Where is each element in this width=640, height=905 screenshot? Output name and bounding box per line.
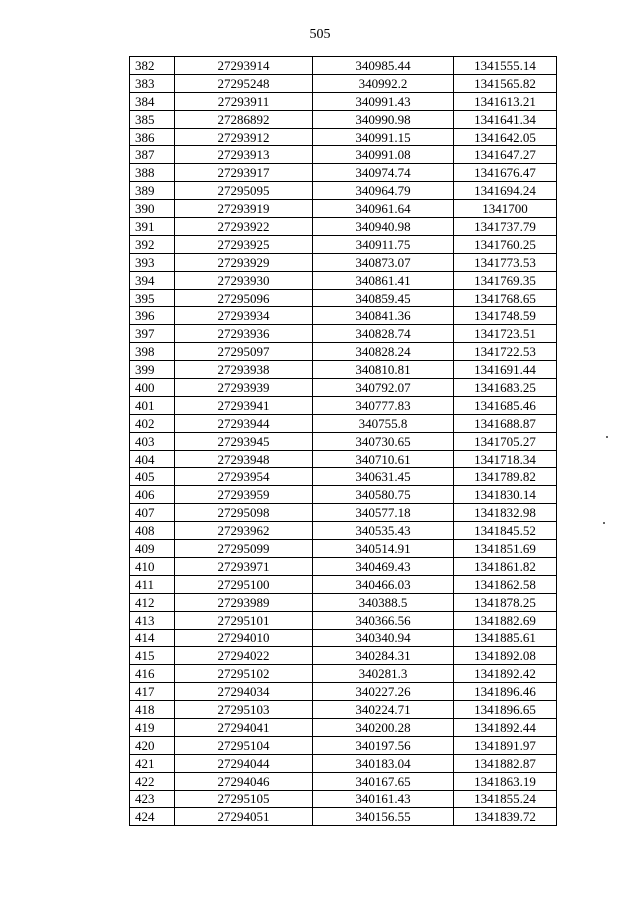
- y-coordinate-cell: 1341642.05: [454, 128, 557, 146]
- table-row: [130, 647, 557, 665]
- y-coordinate-cell: 1341691.44: [454, 361, 557, 379]
- x-coordinate-cell: 340466.03: [313, 575, 454, 593]
- x-coordinate-cell: 340828.24: [313, 343, 454, 361]
- y-coordinate-cell: 1341892.42: [454, 665, 557, 683]
- y-coordinate-cell: 1341613.21: [454, 92, 557, 110]
- x-coordinate-cell: 340156.55: [313, 808, 454, 826]
- x-coordinate-cell: 340777.83: [313, 396, 454, 414]
- y-coordinate-cell: 1341885.61: [454, 629, 557, 647]
- row-number-cell: 384: [130, 92, 175, 110]
- y-coordinate-cell: 1341839.72: [454, 808, 557, 826]
- row-number-cell: 408: [130, 522, 175, 540]
- row-number-cell: 383: [130, 74, 175, 92]
- point-id-cell: 27295103: [175, 701, 313, 719]
- table-row: [130, 754, 557, 772]
- y-coordinate-cell: 1341748.59: [454, 307, 557, 325]
- point-id-cell: 27295099: [175, 540, 313, 558]
- y-coordinate-cell: 1341892.44: [454, 718, 557, 736]
- point-id-cell: 27295101: [175, 611, 313, 629]
- point-id-cell: 27293938: [175, 361, 313, 379]
- point-id-cell: 27295095: [175, 182, 313, 200]
- point-id-cell: 27293913: [175, 146, 313, 164]
- x-coordinate-cell: 340990.98: [313, 110, 454, 128]
- y-coordinate-cell: 1341845.52: [454, 522, 557, 540]
- table-row: [130, 361, 557, 379]
- table-row: [130, 146, 557, 164]
- y-coordinate-cell: 1341851.69: [454, 540, 557, 558]
- row-number-cell: 398: [130, 343, 175, 361]
- x-coordinate-cell: 340281.3: [313, 665, 454, 683]
- row-number-cell: 424: [130, 808, 175, 826]
- point-id-cell: 27294051: [175, 808, 313, 826]
- y-coordinate-cell: 1341683.25: [454, 379, 557, 397]
- row-number-cell: 417: [130, 683, 175, 701]
- point-id-cell: 27293917: [175, 164, 313, 182]
- row-number-cell: 392: [130, 235, 175, 253]
- x-coordinate-cell: 340730.65: [313, 432, 454, 450]
- y-coordinate-cell: 1341555.14: [454, 57, 557, 75]
- table-row: [130, 200, 557, 218]
- row-number-cell: 406: [130, 486, 175, 504]
- table-row: [130, 325, 557, 343]
- table-row: [130, 396, 557, 414]
- row-number-cell: 402: [130, 414, 175, 432]
- row-number-cell: 385: [130, 110, 175, 128]
- y-coordinate-cell: 1341737.79: [454, 218, 557, 236]
- table-row: [130, 468, 557, 486]
- page-number: 505: [309, 27, 331, 42]
- point-id-cell: 27295248: [175, 74, 313, 92]
- x-coordinate-cell: 340577.18: [313, 504, 454, 522]
- row-number-cell: 386: [130, 128, 175, 146]
- x-coordinate-cell: 340224.71: [313, 701, 454, 719]
- table-row: [130, 271, 557, 289]
- row-number-cell: 418: [130, 701, 175, 719]
- table-row: [130, 164, 557, 182]
- row-number-cell: 399: [130, 361, 175, 379]
- point-id-cell: 27293941: [175, 396, 313, 414]
- y-coordinate-cell: 1341896.46: [454, 683, 557, 701]
- point-id-cell: 27293929: [175, 253, 313, 271]
- x-coordinate-cell: 340810.81: [313, 361, 454, 379]
- y-coordinate-cell: 1341760.25: [454, 235, 557, 253]
- y-coordinate-cell: 1341688.87: [454, 414, 557, 432]
- row-number-cell: 401: [130, 396, 175, 414]
- table-row: [130, 110, 557, 128]
- x-coordinate-cell: 340366.56: [313, 611, 454, 629]
- x-coordinate-cell: 340940.98: [313, 218, 454, 236]
- point-id-cell: 27293934: [175, 307, 313, 325]
- row-number-cell: 388: [130, 164, 175, 182]
- row-number-cell: 410: [130, 557, 175, 575]
- x-coordinate-cell: 340861.41: [313, 271, 454, 289]
- table-row: [130, 57, 557, 75]
- point-id-cell: 27295105: [175, 790, 313, 808]
- y-coordinate-cell: 1341882.69: [454, 611, 557, 629]
- y-coordinate-cell: 1341773.53: [454, 253, 557, 271]
- table-row: [130, 790, 557, 808]
- coordinate-table-body: [130, 57, 557, 826]
- y-coordinate-cell: 1341705.27: [454, 432, 557, 450]
- y-coordinate-cell: 1341718.34: [454, 450, 557, 468]
- y-coordinate-cell: 1341878.25: [454, 593, 557, 611]
- table-row: [130, 808, 557, 826]
- row-number-cell: 389: [130, 182, 175, 200]
- point-id-cell: 27294022: [175, 647, 313, 665]
- row-number-cell: 411: [130, 575, 175, 593]
- table-row: [130, 92, 557, 110]
- row-number-cell: 393: [130, 253, 175, 271]
- point-id-cell: 27293912: [175, 128, 313, 146]
- row-number-cell: 390: [130, 200, 175, 218]
- row-number-cell: 395: [130, 289, 175, 307]
- y-coordinate-cell: 1341862.58: [454, 575, 557, 593]
- table-row: [130, 450, 557, 468]
- row-number-cell: 397: [130, 325, 175, 343]
- table-row: [130, 128, 557, 146]
- row-number-cell: 422: [130, 772, 175, 790]
- x-coordinate-cell: 340961.64: [313, 200, 454, 218]
- y-coordinate-cell: 1341723.51: [454, 325, 557, 343]
- scan-speck: [603, 522, 605, 524]
- y-coordinate-cell: 1341882.87: [454, 754, 557, 772]
- y-coordinate-cell: 1341768.65: [454, 289, 557, 307]
- x-coordinate-cell: 340841.36: [313, 307, 454, 325]
- table-row: [130, 557, 557, 575]
- point-id-cell: 27294044: [175, 754, 313, 772]
- point-id-cell: 27295098: [175, 504, 313, 522]
- table-row: [130, 772, 557, 790]
- table-row: [130, 414, 557, 432]
- table-row: [130, 343, 557, 361]
- point-id-cell: 27294041: [175, 718, 313, 736]
- point-id-cell: 27293989: [175, 593, 313, 611]
- y-coordinate-cell: 1341676.47: [454, 164, 557, 182]
- x-coordinate-cell: 340991.08: [313, 146, 454, 164]
- y-coordinate-cell: 1341891.97: [454, 736, 557, 754]
- row-number-cell: 414: [130, 629, 175, 647]
- x-coordinate-cell: 340631.45: [313, 468, 454, 486]
- coordinate-table: [129, 56, 557, 826]
- x-coordinate-cell: 340388.5: [313, 593, 454, 611]
- table-row: [130, 253, 557, 271]
- point-id-cell: 27293936: [175, 325, 313, 343]
- row-number-cell: 421: [130, 754, 175, 772]
- y-coordinate-cell: 1341722.53: [454, 343, 557, 361]
- point-id-cell: 27293922: [175, 218, 313, 236]
- y-coordinate-cell: 1341789.82: [454, 468, 557, 486]
- table-row: [130, 629, 557, 647]
- row-number-cell: 404: [130, 450, 175, 468]
- point-id-cell: 27293939: [175, 379, 313, 397]
- x-coordinate-cell: 340991.15: [313, 128, 454, 146]
- table-row: [130, 289, 557, 307]
- x-coordinate-cell: 340580.75: [313, 486, 454, 504]
- x-coordinate-cell: 340873.07: [313, 253, 454, 271]
- y-coordinate-cell: 1341830.14: [454, 486, 557, 504]
- row-number-cell: 403: [130, 432, 175, 450]
- x-coordinate-cell: 340828.74: [313, 325, 454, 343]
- x-coordinate-cell: 340911.75: [313, 235, 454, 253]
- y-coordinate-cell: 1341641.34: [454, 110, 557, 128]
- x-coordinate-cell: 340535.43: [313, 522, 454, 540]
- row-number-cell: 382: [130, 57, 175, 75]
- table-row: [130, 593, 557, 611]
- row-number-cell: 413: [130, 611, 175, 629]
- y-coordinate-cell: 1341685.46: [454, 396, 557, 414]
- x-coordinate-cell: 340985.44: [313, 57, 454, 75]
- x-coordinate-cell: 340974.74: [313, 164, 454, 182]
- row-number-cell: 400: [130, 379, 175, 397]
- x-coordinate-cell: 340200.28: [313, 718, 454, 736]
- table-row: [130, 379, 557, 397]
- y-coordinate-cell: 1341565.82: [454, 74, 557, 92]
- x-coordinate-cell: 340284.31: [313, 647, 454, 665]
- row-number-cell: 420: [130, 736, 175, 754]
- table-row: [130, 235, 557, 253]
- x-coordinate-cell: 340227.26: [313, 683, 454, 701]
- table-row: [130, 182, 557, 200]
- table-row: [130, 74, 557, 92]
- table-row: [130, 665, 557, 683]
- x-coordinate-cell: 340755.8: [313, 414, 454, 432]
- row-number-cell: 416: [130, 665, 175, 683]
- point-id-cell: 27293944: [175, 414, 313, 432]
- row-number-cell: 423: [130, 790, 175, 808]
- y-coordinate-cell: 1341769.35: [454, 271, 557, 289]
- x-coordinate-cell: 340992.2: [313, 74, 454, 92]
- point-id-cell: 27295100: [175, 575, 313, 593]
- table-row: [130, 540, 557, 558]
- x-coordinate-cell: 340167.65: [313, 772, 454, 790]
- row-number-cell: 415: [130, 647, 175, 665]
- row-number-cell: 419: [130, 718, 175, 736]
- point-id-cell: 27293948: [175, 450, 313, 468]
- table-row: [130, 522, 557, 540]
- table-row: [130, 432, 557, 450]
- x-coordinate-cell: 340964.79: [313, 182, 454, 200]
- point-id-cell: 27293945: [175, 432, 313, 450]
- point-id-cell: 27294034: [175, 683, 313, 701]
- table-row: [130, 486, 557, 504]
- scan-speck: [606, 436, 608, 438]
- table-row: [130, 736, 557, 754]
- x-coordinate-cell: 340710.61: [313, 450, 454, 468]
- y-coordinate-cell: 1341861.82: [454, 557, 557, 575]
- row-number-cell: 409: [130, 540, 175, 558]
- point-id-cell: 27293930: [175, 271, 313, 289]
- table-row: [130, 718, 557, 736]
- table-row: [130, 611, 557, 629]
- point-id-cell: 27295104: [175, 736, 313, 754]
- x-coordinate-cell: 340161.43: [313, 790, 454, 808]
- y-coordinate-cell: 1341694.24: [454, 182, 557, 200]
- x-coordinate-cell: 340514.91: [313, 540, 454, 558]
- point-id-cell: 27295102: [175, 665, 313, 683]
- point-id-cell: 27293959: [175, 486, 313, 504]
- point-id-cell: 27293919: [175, 200, 313, 218]
- x-coordinate-cell: 340991.43: [313, 92, 454, 110]
- point-id-cell: 27293971: [175, 557, 313, 575]
- x-coordinate-cell: 340859.45: [313, 289, 454, 307]
- point-id-cell: 27293962: [175, 522, 313, 540]
- table-row: [130, 307, 557, 325]
- point-id-cell: 27294010: [175, 629, 313, 647]
- y-coordinate-cell: 1341855.24: [454, 790, 557, 808]
- point-id-cell: 27295097: [175, 343, 313, 361]
- y-coordinate-cell: 1341647.27: [454, 146, 557, 164]
- y-coordinate-cell: 1341896.65: [454, 701, 557, 719]
- row-number-cell: 394: [130, 271, 175, 289]
- y-coordinate-cell: 1341700: [454, 200, 557, 218]
- row-number-cell: 387: [130, 146, 175, 164]
- row-number-cell: 391: [130, 218, 175, 236]
- x-coordinate-cell: 340792.07: [313, 379, 454, 397]
- y-coordinate-cell: 1341892.08: [454, 647, 557, 665]
- point-id-cell: 27286892: [175, 110, 313, 128]
- point-id-cell: 27293954: [175, 468, 313, 486]
- point-id-cell: 27294046: [175, 772, 313, 790]
- point-id-cell: 27293914: [175, 57, 313, 75]
- table-row: [130, 683, 557, 701]
- point-id-cell: 27293925: [175, 235, 313, 253]
- x-coordinate-cell: 340469.43: [313, 557, 454, 575]
- row-number-cell: 407: [130, 504, 175, 522]
- row-number-cell: 405: [130, 468, 175, 486]
- row-number-cell: 396: [130, 307, 175, 325]
- y-coordinate-cell: 1341863.19: [454, 772, 557, 790]
- table-row: [130, 701, 557, 719]
- row-number-cell: 412: [130, 593, 175, 611]
- x-coordinate-cell: 340183.04: [313, 754, 454, 772]
- table-row: [130, 575, 557, 593]
- table-row: [130, 504, 557, 522]
- table-row: [130, 218, 557, 236]
- y-coordinate-cell: 1341832.98: [454, 504, 557, 522]
- point-id-cell: 27293911: [175, 92, 313, 110]
- x-coordinate-cell: 340340.94: [313, 629, 454, 647]
- point-id-cell: 27295096: [175, 289, 313, 307]
- x-coordinate-cell: 340197.56: [313, 736, 454, 754]
